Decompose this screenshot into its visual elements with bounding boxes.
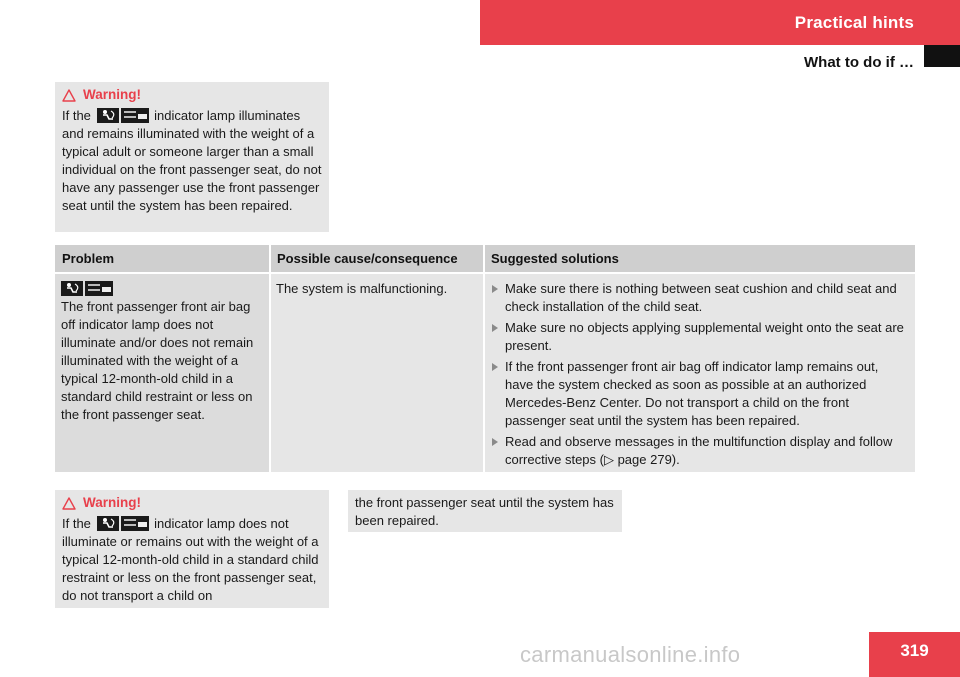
table-row (61, 280, 266, 424)
warning-text (62, 107, 323, 215)
section-title: Practical hints (794, 13, 914, 32)
solutions-list (491, 280, 909, 472)
section-marker (924, 45, 960, 67)
list-item: Make sure no objects applying supplemental weight onto the seat are present. (491, 319, 909, 355)
problem-text: The front passenger front air bag off indicator lamp does not illuminate and/or does not remain illuminated with the weight of a typical 12-month-old child in a standard child restraint or less on the front passenger seat. (61, 299, 254, 422)
warning-text-end: indicator lamp illuminates and remains illuminated with the weight of a typical adult or someone larger than a small individual on the front passenger seat, do not have any passenger use the front passenger seat until the system has been repaired. (62, 108, 322, 213)
warning-text-start: If the (62, 108, 91, 123)
column-divider (483, 245, 485, 472)
warning-title: Warning! (83, 87, 141, 102)
warning-box-bottom (55, 490, 329, 608)
column-divider (269, 245, 271, 472)
arrow-bullet-icon (491, 437, 499, 447)
column-header-problem: Problem (62, 251, 115, 266)
warning-text-continued: the front passenger seat until the system has been repaired. (355, 495, 614, 528)
list-item (491, 433, 909, 469)
column-header-cause: Possible cause/consequence (277, 251, 458, 266)
passenger-airbag-off-indicator-icon (97, 108, 149, 123)
page-number-tab (869, 632, 960, 677)
subsection-title: What to do if … (804, 54, 914, 71)
passenger-airbag-off-indicator-icon (61, 281, 113, 296)
warning-text (62, 515, 323, 605)
warning-text-end: indicator lamp does not illuminate or remains out with the weight of a typical 12-month-old child in a standard child restraint or less on the front passenger seat, do not transport a child on (62, 516, 319, 603)
page-reference-link[interactable]: Read and observe messages in the multifunction display and follow corrective steps (▷ page 279). (505, 434, 893, 467)
warning-heading (62, 86, 323, 104)
row-divider (55, 272, 915, 274)
arrow-bullet-icon (491, 323, 499, 333)
passenger-airbag-off-indicator-icon (97, 516, 149, 531)
warning-triangle-icon (62, 89, 76, 102)
table-header-row (55, 245, 915, 272)
cause-text: The system is malfunctioning. (276, 281, 448, 296)
warning-text-start: If the (62, 516, 91, 531)
list-item: Make sure there is nothing between seat cushion and child seat and check installation of the child seat. (491, 280, 909, 316)
warning-title: Warning! (83, 495, 141, 510)
warning-triangle-icon (62, 497, 76, 510)
troubleshooting-table (55, 245, 915, 472)
warning-heading (62, 494, 323, 512)
page-number: 319 (900, 641, 929, 660)
list-item: If the front passenger front air bag off indicator lamp remains out, have the system checked as soon as possible at an authorized Mercedes-Benz Center. Do not transport a child on the front passenger seat until the system has been repaired. (491, 358, 909, 430)
arrow-bullet-icon (491, 284, 499, 294)
warning-box-continued (348, 490, 622, 532)
arrow-bullet-icon (491, 362, 499, 372)
watermark: carmanualsonline.info (520, 642, 741, 667)
warning-box-top (55, 82, 329, 232)
column-header-solutions: Suggested solutions (491, 251, 619, 266)
